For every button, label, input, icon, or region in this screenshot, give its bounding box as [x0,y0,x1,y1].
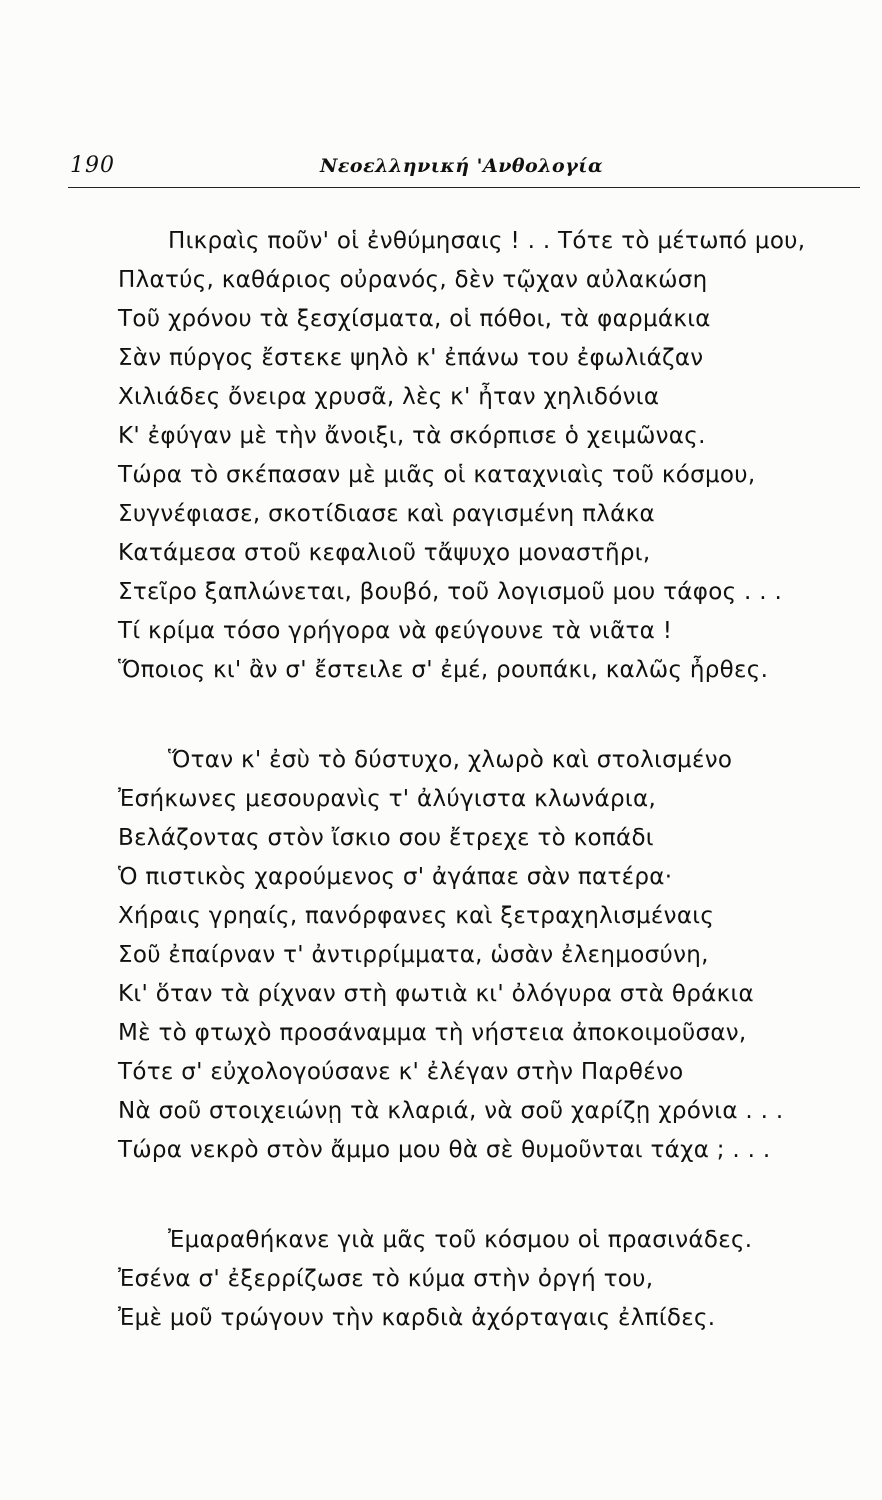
verse-line: Σοῦ ἐπαίρναν τ' ἀντιρρίμματα, ὡσὰν ἐλεημοσύνη, [118,942,709,968]
verse-line: Βελάζοντας στὸν ἴσκιο σου ἔτρεχε τὸ κοπάδι [118,825,654,851]
verse-line: Ὅποιος κι' ἂν σ' ἔστειλε σ' ἐμέ, ρουπάκι, καλῶς ἦρθες. [118,657,769,683]
verse-line: Ἐμαραθήκανε γιὰ μᾶς τοῦ κόσμου οἱ πρασινάδες. [168,1227,753,1253]
verse-line: Μὲ τὸ φτωχὸ προσάναμμα τὴ νήστεια ἀποκοιμοῦσαν, [118,1020,747,1046]
verse-line: Ὅταν κ' ἐσὺ τὸ δύστυχο, χλωρὸ καὶ στολισμένο [168,747,733,773]
verse-line: Κ' ἐφύγαν μὲ τὴν ἄνοιξι, τὰ σκόρπισε ὁ χειμῶνας. [118,423,706,449]
verse-line: Ἐσήκωνες μεσουρανὶς τ' ἀλύγιστα κλωνάρια, [118,786,657,812]
verse-line: Τότε σ' εὐχολογούσανε κ' ἐλέγαν στὴν Παρθένο [118,1059,684,1085]
verse-line: Σὰν πύργος ἔστεκε ψηλὸ κ' ἐπάνω του ἐφωλιάζαν [118,345,704,371]
verse-line: Χιλιάδες ὄνειρα χρυσᾶ, λὲς κ' ἦταν χηλιδόνια [118,384,660,410]
verse-line: Κι' ὅταν τὰ ρίχναν στὴ φωτιὰ κι' ὀλόγυρα στὰ θράκια [118,981,754,1007]
verse-line: Τί κρίμα τόσο γρήγορα νὰ φεύγουνε τὰ νιᾶτα ! [118,618,673,644]
verse-line: Κατάμεσα στοῦ κεφαλιοῦ τἄψυχο μοναστῆρι, [118,540,651,566]
verse-line: Χήραις γρηαίς, πανόρφανες καὶ ξετραχηλισμέναις [118,903,715,929]
running-title: Νεοελληνική 'Ανθολογία [320,155,604,177]
verse-line: Συγνέφιασε, σκοτίδιασε καὶ ραγισμένη πλάκα [118,501,655,527]
verse-line: Πλατύς, καθάριος οὐρανός, δὲν τῷχαν αὐλακώση [118,267,708,293]
verse-line: Στεῖρο ξαπλώνεται, βουβό, τοῦ λογισμοῦ μου τάφος . . . [118,579,783,605]
verse-line: Τώρα νεκρὸ στὸν ἄμμο μου θὰ σὲ θυμοῦνται τάχα ; . . . [118,1137,771,1163]
verse-line: Πικραὶς ποῦν' οἱ ἐνθύμησαις ! . . Τότε τὸ μέτωπό μου, [168,228,806,254]
header-rule [68,187,860,188]
verse-line: Ἐσένα σ' ἐξερρίζωσε τὸ κύμα στὴν ὀργή του, [118,1266,654,1292]
verse-line: Τοῦ χρόνου τὰ ξεσχίσματα, οἱ πόθοι, τὰ φαρμάκια [118,306,711,332]
verse-line: Ἐμὲ μοῦ τρώγουν τὴν καρδιὰ ἀχόρταγαις ἐλπίδες. [118,1305,716,1331]
verse-line: Ὁ πιστικὸς χαρούμενος σ' ἀγάπαε σὰν πατέρα· [118,864,673,890]
page-number: 190 [70,153,115,178]
page-header [70,153,842,187]
verse-line: Τώρα τὸ σκέπασαν μὲ μιᾶς οἱ καταχνιαὶς τοῦ κόσμου, [118,462,756,488]
verse-line: Νὰ σοῦ στοιχειώνῃ τὰ κλαριά, νὰ σοῦ χαρίζῃ χρόνια . . . [118,1098,784,1124]
